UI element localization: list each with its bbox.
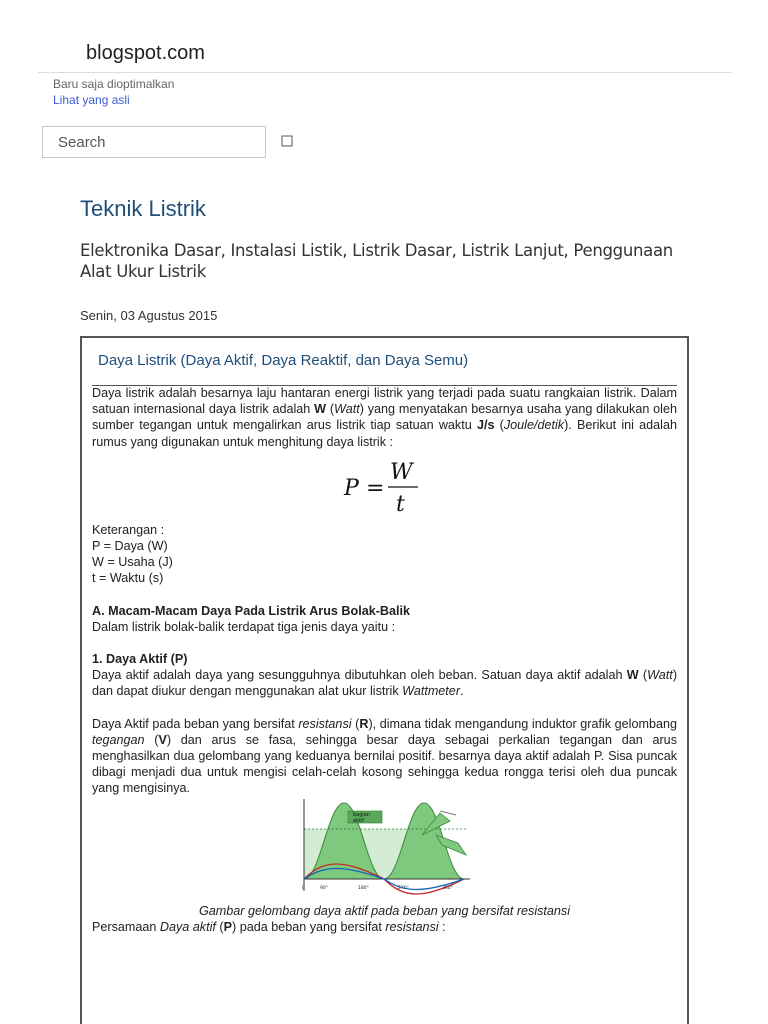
site-name[interactable]: blogspot.com bbox=[86, 42, 205, 64]
svg-text:P: P bbox=[343, 475, 359, 501]
blog-description: Elektronika Dasar, Instalasi Listik, Listrik Dasar, Listrik Lanjut, Penggunaan Alat Ukur Listrik bbox=[80, 241, 673, 281]
svg-text:360°: 360° bbox=[441, 885, 453, 891]
daya-aktif-paragraph: Daya aktif adalah daya yang sesungguhnya dibutuhkan oleh beban. Satuan daya aktif adalah W (Watt) dan dapat diukur dengan menggunakan alat ukur listrik Wattmeter. bbox=[92, 668, 678, 699]
svg-text:270°: 270° bbox=[397, 885, 409, 891]
power-formula bbox=[92, 450, 677, 522]
optimized-note: Baru saja dioptimalkan bbox=[53, 77, 175, 91]
formula-graphic bbox=[340, 455, 430, 517]
svg-text:90°: 90° bbox=[319, 885, 328, 891]
svg-text:bagian: bagian bbox=[352, 811, 370, 818]
svg-text:=: = bbox=[365, 475, 384, 501]
waveform-figure bbox=[92, 799, 677, 903]
post-date: Senin, 03 Agustus 2015 bbox=[80, 308, 218, 323]
see-original-link[interactable]: Lihat yang asli bbox=[53, 93, 130, 107]
post-container bbox=[80, 336, 689, 1024]
svg-text:aktif: aktif bbox=[352, 817, 364, 824]
legend-title: Keterangan : bbox=[92, 522, 165, 537]
daya-aktif-equation-intro: Persamaan Daya aktif (P) pada beban yang bersifat resistansi : bbox=[92, 919, 446, 934]
legend-item: W = Usaha (J) bbox=[92, 555, 173, 570]
header-divider bbox=[38, 72, 732, 73]
section-a-text: Dalam listrik bolak-balik terdapat tiga jenis daya yaitu : bbox=[92, 619, 396, 634]
svg-text:0: 0 bbox=[301, 885, 305, 891]
blog-title[interactable]: Teknik Listrik bbox=[80, 196, 206, 221]
search-button[interactable] bbox=[279, 133, 295, 151]
post-title[interactable]: Daya Listrik (Daya Aktif, Daya Reaktif, dan Daya Semu) bbox=[98, 352, 469, 369]
legend-item: t = Waktu (s) bbox=[92, 571, 164, 586]
svg-text:W: W bbox=[389, 459, 413, 485]
waveform-graphic bbox=[290, 799, 480, 897]
figure-caption: Gambar gelombang daya aktif pada beban yang bersifat resistansi bbox=[198, 903, 571, 918]
legend-item: P = Daya (W) bbox=[92, 539, 168, 554]
search-input[interactable] bbox=[42, 126, 266, 158]
section-a-heading: A. Macam-Macam Daya Pada Listrik Arus Bolak-Balik bbox=[92, 603, 410, 618]
svg-text:t: t bbox=[395, 491, 405, 517]
search-icon bbox=[281, 135, 293, 147]
post-body bbox=[92, 385, 677, 935]
resistive-load-paragraph: Daya Aktif pada beban yang bersifat resistansi (R), dimana tidak mengandung induktor grafik gelombang tegangan (V) dan arus se fasa, sehingga besar daya sebagai perkalian tegangan dan arus menghasilkan dua gelombang yang keduanya bernilai positif. besarnya daya aktif adalah P. Sisa puncak dibagi menjadi dua untuk mengisi celah-celah kosong sehingga kedua rongga terisi oleh dua puncak yang mengisinya. bbox=[92, 716, 677, 796]
subheading-daya-aktif: 1. Daya Aktif (P) bbox=[92, 652, 188, 667]
intro-paragraph: Daya listrik adalah besarnya laju hantaran energi listrik yang terjadi pada suatu rangkaian listrik. Dalam satuan internasional daya listrik adalah W (Watt) yang menyatakan besarnya usaha yang dilakukan oleh sumber tegangan untuk mengalirkan arus listrik tiap satuan waktu J/s (Joule/detik). Berikut ini adalah rumus yang digunakan untuk menghitung daya listrik : bbox=[92, 386, 677, 449]
svg-text:180°: 180° bbox=[357, 885, 369, 891]
